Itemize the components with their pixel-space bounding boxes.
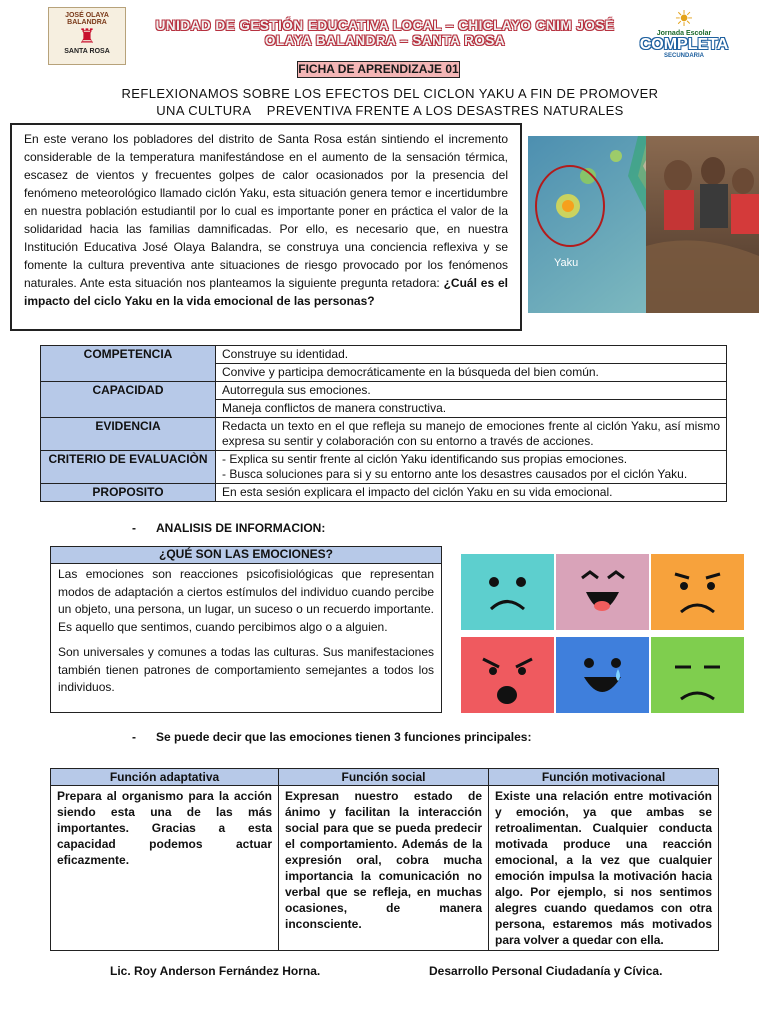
clock-sun-icon: ☀ — [674, 6, 694, 31]
table-row — [41, 451, 727, 484]
analisis-heading — [132, 521, 325, 535]
table-row — [41, 346, 727, 364]
jornada-bottom-text: SECUNDARIA — [663, 53, 704, 59]
cell-social: Expresan nuestro estado de ánimo y facilitan la interacción social para que se pueda predecir el comportamiento. Además de la expresión oral, cobra mucha importancia la comunicación no verbal que se refleja, en muchas ocasiones, de manera inconsciente. — [279, 786, 489, 951]
laughing-face-icon — [556, 554, 649, 635]
map-label: Yaku — [554, 257, 579, 269]
competencia-2: Convive y participa democráticamente en la búsqueda del bien común. — [216, 364, 727, 382]
table-row — [41, 484, 727, 502]
cell-adaptativa: Prepara al organismo para la acción siendo esta una de las más importantes. Gracias a esta capacidad podemos actuar eficazmente. — [51, 786, 279, 951]
footer-course: Desarrollo Personal Ciudadanía y Cívica. — [429, 964, 663, 978]
cyclone-map-graphic — [528, 136, 759, 313]
jornada-top-text: Jornada Escolar — [656, 30, 712, 37]
competencia-1: Construye su identidad. — [216, 346, 727, 364]
capacidad-1: Autorregula sus emociones. — [216, 382, 727, 400]
capacidad-label: CAPACIDAD — [41, 382, 216, 418]
evidencia-label: EVIDENCIA — [41, 418, 216, 451]
cyclone-photo — [528, 136, 759, 313]
col-header-social: Función social — [279, 769, 489, 786]
footer-author: Lic. Roy Anderson Fernández Horna. — [110, 964, 321, 978]
proposito-label: PROPOSITO — [41, 484, 216, 502]
emociones-box — [50, 563, 442, 713]
logo-name: SANTA ROSA — [64, 48, 110, 55]
competencia-label: COMPETENCIA — [41, 346, 216, 382]
emociones-title: ¿QUÉ SON LAS EMOCIONES? — [50, 546, 442, 564]
title-line-1: REFLEXIONAMOS SOBRE LOS EFECTOS DEL CICLON YAKU A FIN DE PROMOVER — [121, 86, 659, 101]
sad-face-icon — [461, 554, 554, 635]
worried-face-icon — [651, 554, 744, 635]
torch-icon: ♜ — [78, 26, 96, 48]
happy-tear-face-icon — [556, 637, 649, 718]
ficha-label: FICHA DE APRENDIZAJE 01 — [298, 62, 459, 76]
logo-arc-text: JOSÉ OLAYA BALANDRA — [65, 12, 109, 26]
funciones-heading-text: Se puede decir que las emociones tienen 3 funciones principales: — [156, 730, 532, 744]
emotion-faces-grid — [461, 554, 743, 708]
angry-face-icon — [461, 637, 554, 718]
funciones-table — [50, 768, 719, 951]
table-header-row — [51, 769, 719, 786]
criterio-2: - Busca soluciones para si y su entorno ante los desastres causados por el ciclón Yaku. — [222, 467, 688, 481]
table-row — [51, 786, 719, 951]
intro-text: En este verano los pobladores del distrito de Santa Rosa están sintiendo el incremento considerable de la temperatura manifestándose en el aumento de la sensación térmica, escasez de vientos y frecuentes golpes de calor ocasionados por la presencia del fenómeno meteorológico llamado ciclón Yaku, esta situación genera temor e incertidumbre en nuestra población estudiantil por lo cual es importante poner en práctica el valor de la solidaridad hacia las familias damnificadas. Por ello, es necesario que, en nuestra Institución Educativa José Olaya Balandra, se construya una conciencia reflexiva y se fomente la cultura preventiva ante situaciones de riesgo provocado por los fenómenos naturales. Ante esta situación nos planteamos la siguiente pregunta retadora: — [24, 132, 508, 290]
table-row — [41, 418, 727, 451]
evidencia-text: Redacta un texto en el que refleja su manejo de emociones frente al ciclón Yaku, así mismo expresa su sentir y colaboración con su entorno a través de acciones. — [216, 418, 727, 451]
dash-bullet: - — [132, 521, 136, 535]
dash-bullet: - — [132, 730, 136, 744]
emociones-p2: Son universales y comunes a todas las culturas. Sus manifestaciones también tienen patrones de comportamiento semejantes a todos los individuos. — [58, 645, 434, 694]
cell-motivacional: Existe una relación entre motivación y emoción, ya que ambas se retroalimentan. Cualquier conducta motivada produce una reacción emocional, a la vez que cualquier emoción impulsa la motivación hacia algo. Por ejemplo, si nos sentimos alegres cuando quedamos con otra persona, estaremos más motivados para volver a quedar con ella. — [489, 786, 719, 951]
criterio-cell — [216, 451, 727, 484]
analisis-heading-text: ANALISIS DE INFORMACION: — [156, 521, 326, 535]
intro-box — [10, 123, 522, 331]
capacidad-2: Maneja conflictos de manera constructiva. — [216, 400, 727, 418]
title-line-2: UNA CULTURA PREVENTIVA FRENTE A LOS DESASTRES NATURALES — [156, 103, 624, 118]
intro-question: ¿Cuál es el impacto del ciclo Yaku en la vida emocional de las personas? — [24, 276, 508, 308]
proposito-text: En esta sesión explicara el impacto del ciclón Yaku en su vida emocional. — [216, 484, 727, 502]
header-line-2: OLAYA BALANDRA – SANTA ROSA — [264, 33, 506, 48]
jornada-logo — [636, 8, 732, 64]
emociones-p1: Las emociones son reacciones psicofisiológicas que representan modos de adaptación a ciertos estímulos del individuo cuando percibe un objeto, una persona, un lugar, un suceso o un recuerdo importante. Es aquello que sentimos, cuando percibimos algo o a alguien. — [58, 567, 434, 634]
header-line-1: UNIDAD DE GESTIÓN EDUCATIVA LOCAL – CHICLAYO CNIM JOSÉ — [155, 18, 615, 33]
table-row — [41, 382, 727, 400]
school-logo — [48, 7, 126, 65]
col-header-motivacional: Función motivacional — [489, 769, 719, 786]
jornada-big-text: COMPLETA — [639, 36, 729, 53]
neutral-face-icon — [651, 637, 744, 718]
funciones-heading — [132, 730, 531, 744]
criterio-1: - Explica su sentir frente al ciclón Yaku identificando sus propias emociones. — [222, 452, 628, 466]
competencias-table — [40, 345, 727, 502]
col-header-adaptativa: Función adaptativa — [51, 769, 279, 786]
criterio-label: CRITERIO DE EVALUACIÒN — [41, 451, 216, 484]
